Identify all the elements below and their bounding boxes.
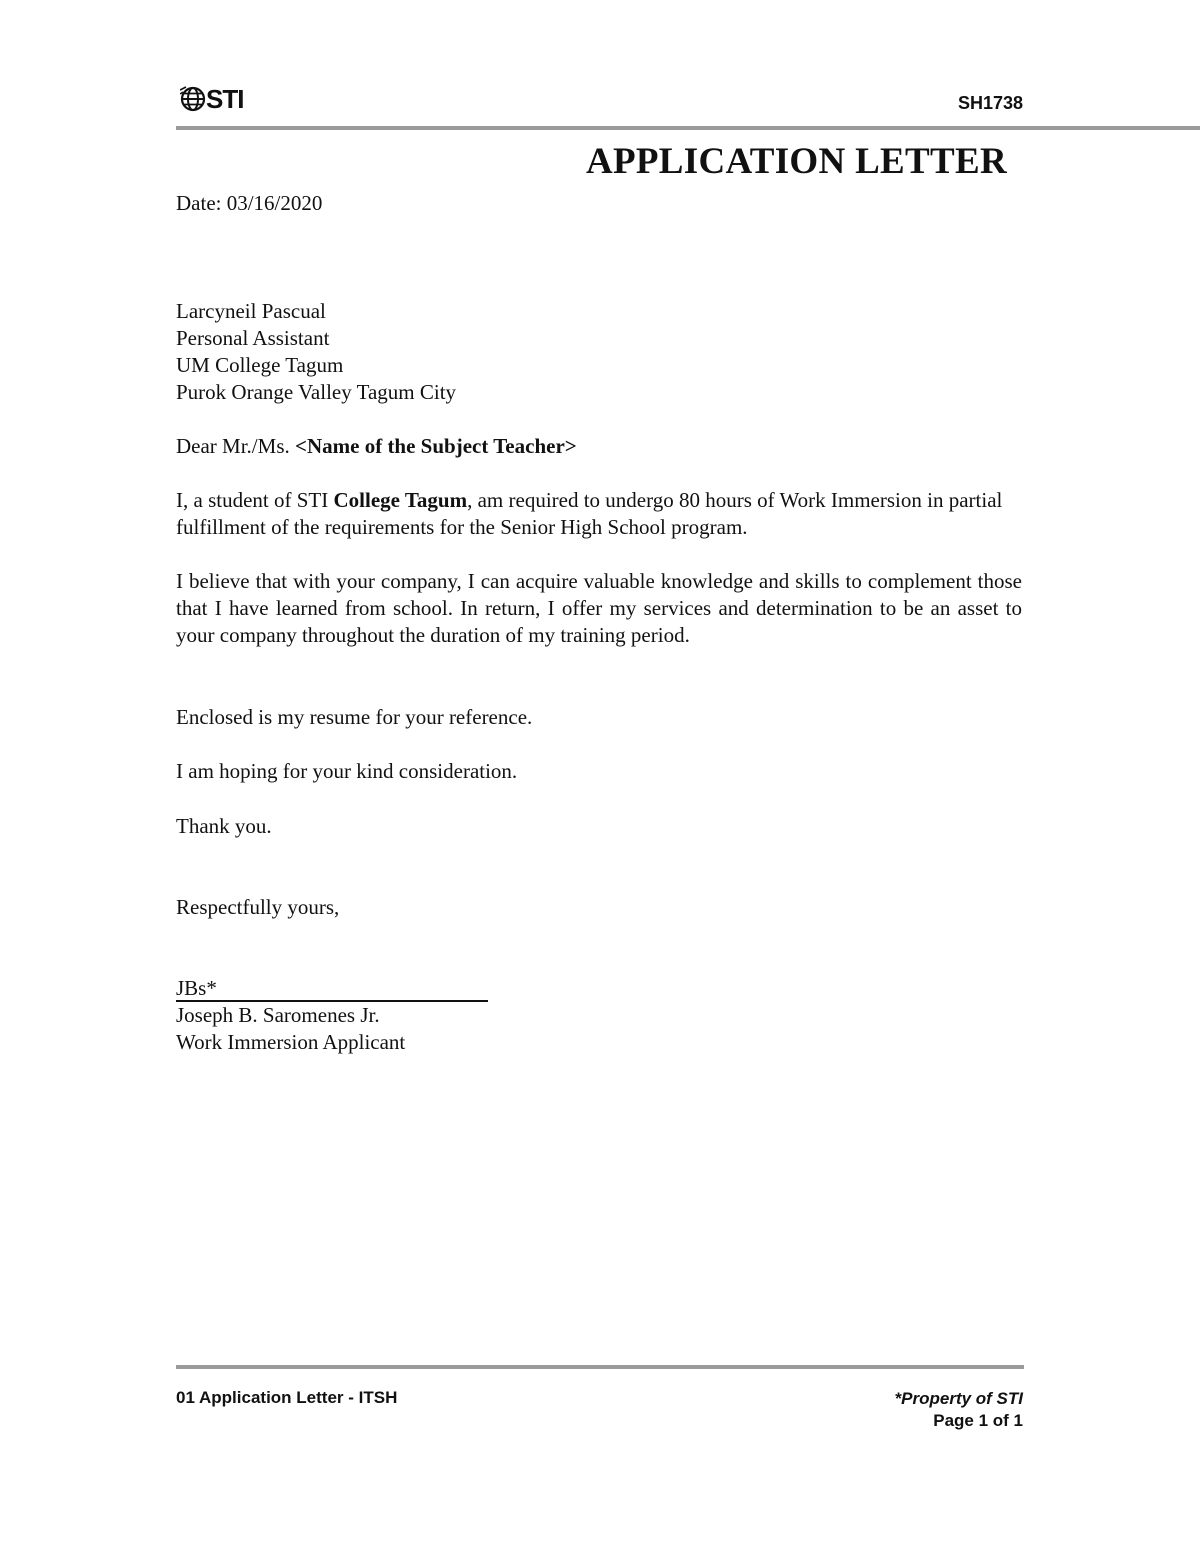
recipient-block bbox=[176, 298, 1022, 406]
paragraph-2: I believe that with your company, I can acquire valuable knowledge and skills to complement those that I have learned from school. In return, I offer my services and determination to be an asset to your company throughout the duration of my training period. bbox=[176, 569, 1022, 647]
paragraph-1-school: College Tagum bbox=[333, 488, 468, 512]
paragraph-1 bbox=[176, 487, 1022, 541]
recipient-position: Personal Assistant bbox=[176, 326, 330, 350]
recipient-organization: UM College Tagum bbox=[176, 353, 344, 377]
footer-property: *Property of STI bbox=[894, 1389, 1023, 1408]
header-rule bbox=[176, 126, 1200, 130]
recipient-name: Larcyneil Pascual bbox=[176, 299, 326, 323]
footer-page-number: Page 1 of 1 bbox=[933, 1411, 1023, 1430]
salutation-prefix: Dear Mr./Ms. bbox=[176, 434, 295, 458]
paragraph-4: I am hoping for your kind consideration. bbox=[176, 759, 518, 783]
paragraph-3: Enclosed is my resume for your reference. bbox=[176, 705, 533, 729]
paragraph-1-rest: , am required to undergo 80 hours of Work Immersion in partial fulfillment of the requirements for the Senior High School program. bbox=[176, 488, 1003, 539]
salutation-name: <Name of the Subject Teacher> bbox=[295, 434, 577, 458]
paragraph-1-prefix: I, a student of STI bbox=[176, 488, 334, 512]
recipient-address: Purok Orange Valley Tagum City bbox=[176, 380, 457, 404]
footer-right bbox=[895, 1388, 1023, 1432]
letter-date: Date: 03/16/2020 bbox=[176, 191, 323, 215]
document-code: SH1738 bbox=[957, 93, 1023, 113]
salutation bbox=[176, 433, 1022, 460]
paragraph-5: Thank you. bbox=[176, 814, 272, 838]
page-title: APPLICATION LETTER bbox=[585, 141, 1007, 182]
globe-icon bbox=[180, 86, 206, 112]
sender-title: Work Immersion Applicant bbox=[176, 1030, 406, 1054]
sti-logo bbox=[180, 84, 243, 114]
sender-name: Joseph B. Saromenes Jr. bbox=[176, 1003, 380, 1027]
sender-block bbox=[176, 1002, 1022, 1056]
footer-rule bbox=[176, 1365, 1024, 1369]
logo-text: STI bbox=[206, 84, 244, 114]
footer-document-name: 01 Application Letter - ITSH bbox=[176, 1388, 398, 1407]
closing: Respectfully yours, bbox=[176, 895, 340, 919]
signature: JBs* bbox=[176, 976, 217, 1000]
